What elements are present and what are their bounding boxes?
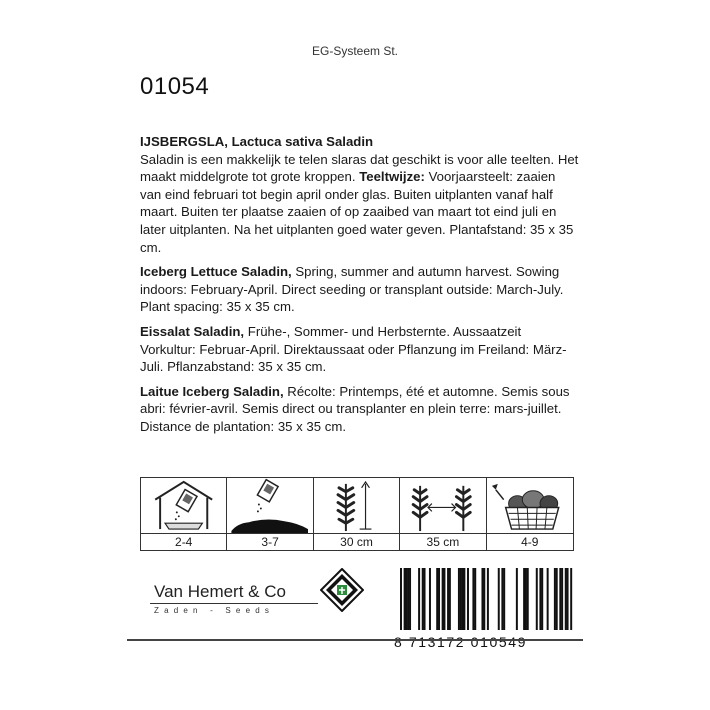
- bottom-rule: [127, 639, 583, 641]
- product-code: 01054: [140, 73, 210, 100]
- barcode: [398, 568, 574, 630]
- description-en: [140, 263, 580, 316]
- harvest-basket-icon: [487, 478, 573, 534]
- barcode-bar: [438, 568, 440, 630]
- barcode-bar: [570, 568, 572, 630]
- barcode-bar: [436, 568, 438, 630]
- cultivation-icons-table: [140, 477, 574, 551]
- barcode-bar: [498, 568, 500, 630]
- brand-emblem-icon: [320, 568, 364, 612]
- barcode-bar: [463, 568, 465, 630]
- teeltwijze-label: Teeltwijze:: [359, 169, 425, 185]
- barcode-bar: [503, 568, 505, 630]
- barcode-bar: [449, 568, 451, 630]
- barcode-bar: [460, 568, 462, 630]
- barcode-bar: [467, 568, 469, 630]
- desc-nl-teelt: Voorjaarsteelt: zaaien van eind februari tot begin april onder glas. Buiten uitplanten vanaf half maart. Buiten ter plaatse zaaien of op zaaibed van maart tot eind juli en later uitplanten. Na het uitplanten goed water geven. Plantafstand: 35 x 35 cm.: [140, 169, 574, 255]
- barcode-bar: [523, 568, 525, 630]
- plant-height-icon: [314, 478, 400, 534]
- description-fr: [140, 383, 580, 436]
- icon-label: 3-7: [227, 534, 313, 550]
- barcode-bar: [501, 568, 503, 630]
- desc-en-body: Spring, summer and autumn harvest. Sowing indoors: February-April. Direct seeding or transplant outside: March-July. Plant spacing: 35 x 35 cm.: [140, 264, 564, 315]
- icon-label: 30 cm: [314, 534, 400, 550]
- barcode-bar: [462, 568, 464, 630]
- desc-nl-body: Saladin is een makkelijk te telen slaras dat geschikt is voor alle teelten. Het maakt middelgrote tot grote kroppen.: [140, 151, 579, 185]
- desc-fr-body: Récolte: Printemps, été et automne. Semis sous abri: février-avril. Semis direct ou transplanter en plein terre: mars-juillet. Distance de plantation: 35 x 35 cm.: [140, 383, 570, 434]
- barcode-bar: [559, 568, 561, 630]
- barcode-bar: [516, 568, 518, 630]
- barcode-bar: [556, 568, 558, 630]
- barcode-bar: [424, 568, 426, 630]
- description-nl: [140, 133, 580, 256]
- barcode-bar: [554, 568, 556, 630]
- barcode-bar: [567, 568, 569, 630]
- barcode-bar: [474, 568, 476, 630]
- description-de: [140, 323, 580, 376]
- barcode-bar: [422, 568, 424, 630]
- barcode-bar: [565, 568, 567, 630]
- barcode-bar: [536, 568, 538, 630]
- system-label: EG-Systeem St.: [311, 44, 399, 58]
- barcode-bar: [404, 568, 406, 630]
- description-block: [140, 133, 580, 443]
- company-name: Van Hemert & Co: [154, 582, 286, 601]
- barcode-bar: [527, 568, 529, 630]
- barcode-bar: [407, 568, 409, 630]
- logo-divider: [150, 603, 318, 604]
- barcode-bar: [442, 568, 444, 630]
- desc-de-body: Frühe-, Sommer- und Herbsternte. Aussaatzeit Vorkultur: Februar-April. Direktaussaat oder Pflanzung im Freiland: März-Juli. Pflanzabstand: 35 x 35 cm.: [140, 323, 567, 375]
- plant-spacing-icon: [400, 478, 486, 534]
- icon-label: 35 cm: [400, 534, 486, 550]
- barcode-bar: [458, 568, 460, 630]
- barcode-bar: [539, 568, 541, 630]
- barcode-bar: [409, 568, 411, 630]
- barcode-bar: [429, 568, 431, 630]
- icon-label: 2-4: [141, 534, 227, 550]
- barcode-bar: [447, 568, 449, 630]
- barcode-bar: [443, 568, 445, 630]
- title-en: Iceberg Lettuce Saladin,: [140, 264, 292, 280]
- barcode-bar: [487, 568, 489, 630]
- barcode-bar: [405, 568, 407, 630]
- title-nl: IJSBERGSLA, Lactuca sativa Saladin: [140, 134, 374, 149]
- barcode-bar: [472, 568, 474, 630]
- icon-label: 4-9: [521, 535, 539, 549]
- title-fr: Laitue Iceberg Saladin,: [140, 383, 284, 399]
- company-tagline: Zaden - Seeds: [154, 606, 275, 615]
- outdoor-sowing-icon: [227, 478, 313, 534]
- greenhouse-sowing-icon: [141, 478, 227, 534]
- title-de: Eissalat Saladin,: [140, 323, 245, 339]
- barcode-number: 8 713172 010549: [394, 634, 527, 650]
- barcode-bar: [547, 568, 549, 630]
- barcode-bar: [418, 568, 420, 630]
- barcode-bar: [541, 568, 543, 630]
- barcode-bar: [483, 568, 485, 630]
- barcode-bar: [400, 568, 402, 630]
- barcode-bar: [525, 568, 527, 630]
- barcode-bar: [481, 568, 483, 630]
- barcode-bar: [561, 568, 563, 630]
